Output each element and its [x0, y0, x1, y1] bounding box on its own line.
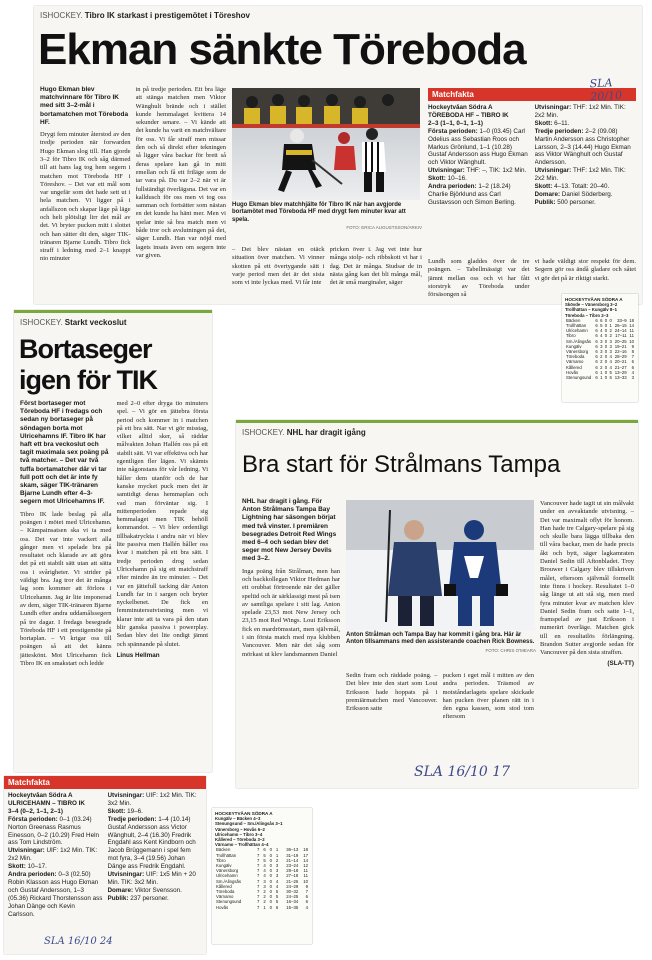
- table-cell: 31–19: [286, 852, 299, 858]
- table-cell: Trollhättan: [566, 323, 587, 329]
- headline: Bra start för Strålmans Tampa: [242, 451, 561, 478]
- table-cell: 0: [604, 317, 608, 323]
- table-cell: 0: [269, 852, 272, 858]
- table-cell: 3: [609, 349, 612, 355]
- table-cell: 0: [604, 333, 608, 339]
- lead: Först bortaseger mot Töreboda HF i fredags och sedan ny bortaseger på söndagen borta mot Ulricehamns IF. Tibro IK har haft ett bra veckoslut och tagit maximala sex poäng på två matcher. – Det var två tuffa bortamatcher där vi tar full pott och det är inte fy skam, säger TIK-tränaren Bjarne Lundh efter 4–3-segern mot Ulricehamns IF.: [20, 400, 109, 506]
- table-cell: 20–25: [614, 338, 627, 344]
- matchfakta-box-2: [4, 776, 206, 954]
- table-cell: 0: [269, 899, 272, 905]
- result-line: Värnamo – Trollhättan 4–4: [215, 842, 269, 848]
- table-cell: 7: [257, 889, 260, 895]
- table-cell: Värnamo: [566, 359, 584, 365]
- table-cell: 6: [595, 333, 598, 339]
- article-bortaseger: [14, 310, 212, 772]
- matchfakta-line: Utvisningar: THF: 1x2 Min. TIK: 2x2 Min.: [534, 167, 626, 183]
- matchfakta-title: Matchfakta: [428, 88, 636, 101]
- article-ekman-text-bottom: [232, 246, 422, 302]
- table-cell: 6: [595, 343, 598, 349]
- article-tampa-left: [242, 498, 340, 784]
- lead: Hugo Ekman blev matchvinnare för Tibro IK med sitt 3–2-mål i bortamatchen mot Töreboda HF.: [40, 86, 129, 126]
- table-cell: 6: [595, 338, 598, 344]
- matchfakta-line: Publik: 237 personer.: [107, 894, 169, 902]
- body-col-5: Lundh som gladdes över de tre poängen. – Tabellmässigt var det jämnt mellan oss och vi har fått storstryk av Töreboda under försäsongen så: [428, 258, 530, 299]
- result-line: Stenungsund – Sm./Alingsås 3–1: [215, 821, 283, 827]
- table-cell: 4: [609, 354, 612, 360]
- table-cell: 6: [595, 359, 598, 365]
- table-cell: 3: [275, 863, 279, 869]
- matchfakta-line: Publik: 500 personer.: [534, 198, 596, 206]
- table-cell: 0: [604, 364, 608, 370]
- table-cell: Sm./Alingsås: [216, 878, 242, 884]
- table-cell: 24–25: [286, 894, 299, 900]
- table-cell: 4: [275, 883, 279, 889]
- table-cell: 3: [609, 338, 612, 344]
- table-cell: Tibro: [216, 857, 226, 863]
- photo-caption: Hugo Ekman blev matchhjälte för Tibro IK när han avgjorde bortamötet med Töreboda HF med drygt fem minuter kvar att spela.: [232, 202, 406, 223]
- table-cell: 6: [600, 317, 603, 323]
- table-cell: 30–32: [286, 889, 299, 895]
- table-cell: 5: [275, 899, 279, 905]
- table-cell: 3: [275, 868, 279, 874]
- table-cell: 17: [303, 852, 308, 858]
- table-cell: 2: [275, 857, 279, 863]
- article-ekman-text-left: [40, 86, 226, 300]
- article-bortaseger-text: [20, 400, 208, 768]
- table-cell: 4: [263, 873, 266, 879]
- body-col-2: Sedin fram och räddade poäng. – Det blev inte den start som Loui Eriksson hade hoppats på i premiärmatchen med Vancouver. Eriksson satte: [346, 672, 438, 713]
- table-cell: 14: [629, 323, 634, 329]
- byline: Linus Hellman: [116, 651, 160, 659]
- table-cell: 0: [269, 868, 272, 874]
- body-col-1: Tibro IK lade beslag på alla poängen i mötet med Ulricehamn. – Kämpainsatsen ska vi ta med oss. Det var inte vackert alla gånger men vi spelade bra på resultatet och klarade av att göra det på ett stabilt sätt utan att sätta oss i svårigheter. Vi strider på väldigt bra. Jag tror det är många lag som kommer att förlora i Ulricehamn. Jag är lite imponerad av dem, säger TIK-tränaren Bjarne Lundh efter andra uddamålssegern på tre dagar. I fredags besegrade Töreboda HF i ett prestigemöte på bortaplan. – Vi krigar oss till poängen så att det känns jätteskönt. Mot Ulricehamn fick Tibro IK en smakstart och ledde: [20, 510, 112, 667]
- table-cell: Tibro: [566, 333, 576, 339]
- table-cell: 3: [631, 375, 634, 381]
- matchfakta-line: 3–4 (0–2, 1–1, 2–1): [8, 807, 63, 815]
- kicker: Tibro IK starkast i prestigemötet i Töreshov: [84, 11, 251, 20]
- table-cell: 2: [600, 364, 603, 370]
- article-ekman: [34, 6, 642, 304]
- result-line: Ulricehamn – Tibro 3–4: [215, 831, 263, 837]
- body-col-3: – Det blev nästan en otäck situation över matchen. Vi vinner skotten på ett övertygande sätt i varje period men det är det sista som vi inte lyckas med. Vi får inte: [232, 246, 325, 287]
- matchfakta-line: Skott: 19–6.: [107, 807, 143, 815]
- table-cell: 4: [600, 333, 603, 339]
- table-cell: 2: [263, 889, 266, 895]
- table-row: [565, 359, 635, 364]
- result-line: Töreboda – Tibro 2–3: [565, 312, 609, 318]
- table-cell: 19–21: [614, 343, 627, 349]
- table-cell: 21–14: [286, 857, 299, 863]
- body-col-2: med 2–0 efter dryga tio minuters spel. – Vi gör en jättebra första period och kommer in i matchen på ett bra sätt. Nar vi gör misstag, vilket alltid sker, så räddar målvakten Johan Hallén oss på ett stabilt sätt. Vi var effektiva och har egentligen fler lägen. Vi skämts inte någonstans för vår ledning. Vi håller dem utanför och de har kanske mycket puck men det är samtidigt deras hemmaplan och vad man förväntar sig. I mittenperioden repade sig hemmalaget men TIK behöll kommandot. – Vi blev ordentligt tillbakatryckta i andra när vi blev lite passiva men Hallén håller oss kvar i matchen på ett bra sätt. I tredje perioden drog sedan Ulricehamn på sig ett matchstraff efter mindre än tre minuter. – Det var en jättefull tacking där Anton Lundh far in i sargen och bryter nyckelbenet. De fick en femminutersutvisning men vi klarar inte att ta vara på den utan blir ganska passiva i powerplay. Sedan blev det lite ondigt jämnt och spännande på slutet.: [116, 400, 208, 648]
- table-cell: 0: [604, 375, 608, 381]
- table-cell: 10: [629, 338, 634, 344]
- table-row: [215, 905, 309, 910]
- table-cell: 7: [257, 878, 260, 884]
- table-cell: 13–29: [614, 369, 627, 375]
- table-cell: 3: [600, 343, 603, 349]
- table-cell: 4: [263, 863, 266, 869]
- table-cell: 14: [303, 857, 308, 863]
- kicker: Starkt veckoslut: [64, 318, 127, 327]
- table-cell: 11: [629, 328, 634, 334]
- matchfakta-line: Utvisningar: UIF: 1x2 Min. TIK: 2x2 Min.: [8, 847, 98, 863]
- section-label: ISHOCKEY.: [20, 318, 63, 327]
- matchfakta-line: Utvisningar: THF: –, TIK: 1x2 Min.: [428, 167, 527, 175]
- table-cell: 3: [263, 883, 266, 889]
- table-cell: Kungälv: [216, 863, 232, 869]
- table-cell: 17–11: [615, 333, 627, 339]
- table-cell: 9: [305, 883, 308, 889]
- table-cell: 0: [604, 354, 608, 360]
- table-cell: 10: [303, 878, 308, 884]
- table-cell: 0: [604, 343, 608, 349]
- matchfakta-box: [428, 88, 636, 300]
- lead: NHL har dragit i gång. För Anton Strålmans Tampa Bay Lightning har säsongen börjat med två vinster. I premiären besegrades Detroit Red Wings med 6–4 och sedan blev det seger mot New Jersey Devils med 3–2.: [242, 498, 337, 563]
- table-cell: Bäcken: [566, 317, 581, 323]
- table-cell: 13–33: [614, 375, 627, 381]
- table-cell: 11: [303, 873, 308, 879]
- table-cell: 0: [604, 349, 608, 355]
- table-cell: 18: [303, 847, 308, 853]
- matchfakta-line: Skott: 10–17.: [8, 863, 47, 871]
- table-cell: Ulricehamn: [566, 328, 588, 334]
- table-cell: 4: [609, 359, 612, 365]
- handwritten-date: SLA 20/10: [589, 76, 623, 104]
- table-cell: 3: [609, 343, 612, 349]
- matchfakta-line: Första perioden: 1–0 (03.45) Carl Odelius ass Sebastian Roos och Markus Grönlund, 1–1 (10.28) Gustaf Andersson ass Hugo Ekman och Viktor Wänghult.: [428, 127, 528, 167]
- table-cell: 7: [257, 873, 260, 879]
- matchfakta-line: 2–3 (1–1, 0–1, 1–1): [428, 119, 483, 127]
- table-cell: 4: [263, 868, 266, 874]
- table-rows: [215, 847, 309, 909]
- kicker: NHL har dragit igång: [286, 428, 366, 437]
- table-cell: 4: [275, 878, 279, 884]
- table-cell: 7: [257, 852, 260, 858]
- table-cell: Kungälv: [566, 343, 582, 349]
- table-cell: 7: [257, 894, 260, 900]
- table-cell: 0: [604, 369, 608, 375]
- table-cell: 9: [631, 343, 634, 349]
- table-cell: 6: [631, 359, 634, 365]
- table-cell: 7: [631, 354, 634, 360]
- table-cell: 0: [269, 847, 272, 853]
- matchfakta-line: Skott: 4–13. Totalt: 20–40.: [534, 183, 610, 191]
- table-cell: 0: [604, 338, 608, 344]
- photo-caption: Anton Strålman och Tampa Bay har kommit i gång bra. Här är Anton tillsammans med den assisterande coachen Rick Bowness.: [346, 632, 535, 646]
- table-cell: Töreboda: [566, 354, 585, 360]
- table-cell: 18: [629, 317, 634, 323]
- table-cell: 0: [269, 878, 272, 884]
- article-ekman-tagline: [40, 11, 250, 20]
- result-line: Trollhättan – Kungälv 8–1: [565, 307, 618, 313]
- table-cell: 28–18: [286, 868, 299, 874]
- table-cell: 11: [629, 333, 634, 339]
- body-col-2: in på tredje perioden. Ett bra läge att stänga matchen men Viktor Wänghult brände och i stället kunde hemmalaget kvittera 14 sekunder senare. – Vi kände att det kunde ha varit en matchvältare för oss. Vi får straff men missar den och så direkt efter tekningen så ligger våra backar för brett så deras spelare kan gå in mitt emellan och få ett friläge som de tar vara på. Du var 2–2 när vi är fullständigt överlägsna. Det var en kalldusch för oss men vi tog oss samman och fortsätter som nästan en det kunde ha hänt mer. Men vi spelar inte så bra match men vi både tror och avslutningen på det, säger Lundh. Han var nöjd med lagets insats även om segern inte var given.: [135, 86, 226, 259]
- table-cell: 6: [631, 364, 634, 370]
- table-row: [565, 333, 635, 338]
- matchfakta-line: Utvisningar: UIF: 1x2 Min. TIK: 3x2 Min.: [107, 792, 197, 807]
- headline: Ekman sänkte Töreboda: [38, 25, 526, 74]
- table-cell: 0: [269, 857, 272, 863]
- table-cell: 0: [269, 873, 272, 879]
- table-title: HOCKEYTVÅAN SÖDRA A: [565, 297, 623, 302]
- matchfakta-list: [428, 104, 530, 254]
- table-cell: 6: [263, 847, 266, 853]
- matchfakta-list: [8, 792, 103, 919]
- body-col-1: Drygt fem minuter återstod av den tredje perioden när forwarden Hugo Ekman slog till. Han gjorde 3–2 för Tibro IK och såg därmed till att hans lag tog hem segern i matchen mot Töreboda HF i Töreshov. – Det var ett mål som var ungefär som det hade sett ut i hela matchen. Vi ligger på i anfallszon och skapar läge på läge och helt plötsligt lirr det mål av det. Vi bryter pucken mitt i slottet och han sätter dit den, säger TIK-tränaren Bjarne Lundh. Tibro fick straff i ledning med 2–1 knappt nio minuter: [40, 131, 131, 263]
- table-cell: 20–21: [614, 359, 627, 365]
- table-cell: Vänersborg: [566, 349, 589, 355]
- table-cell: 5: [263, 852, 266, 858]
- table-results: [565, 302, 635, 318]
- table-cell: 2: [263, 894, 266, 900]
- section-label: ISHOCKEY.: [242, 428, 285, 437]
- matchfakta-line: Utvisningar: THF: 1x2 Min. TIK: 2x2 Min.: [534, 104, 626, 119]
- article-tampa-right: [540, 500, 634, 784]
- table-cell: 0: [609, 317, 612, 323]
- table-cell: Värnamo: [216, 894, 234, 900]
- table-cell: 12: [303, 863, 308, 869]
- section-label: ISHOCKEY.: [40, 11, 83, 20]
- table-cell: 2: [600, 354, 603, 360]
- table-cell: 6: [595, 369, 598, 375]
- table-cell: 1: [275, 852, 279, 858]
- table-title: HOCKEYTVÅAN SÖDRA A: [215, 811, 273, 816]
- table-cell: 6: [595, 328, 598, 334]
- matchfakta-line: Andra perioden: 0–3 (02.50) Robin Klasson ass Hugo Ekman och Gustaf Andersson, 1–3 (05.36) Rickard Thorstensson ass Johan Dänge och Kevin Carlsson.: [8, 871, 103, 918]
- nhl-photo: [346, 500, 534, 630]
- result-line: Kungälv – Bäcken 4–3: [215, 816, 261, 822]
- table-cell: 5: [600, 323, 603, 329]
- table-cell: 2: [263, 899, 266, 905]
- standings-table-2: [212, 808, 312, 944]
- table-cell: 6: [305, 899, 308, 905]
- table-cell: 16–34: [286, 899, 299, 905]
- table-cell: 22–16: [614, 349, 627, 355]
- table-cell: 2: [609, 328, 612, 334]
- table-cell: 6: [595, 317, 598, 323]
- table-cell: 0: [269, 863, 272, 869]
- matchfakta-line: Andra perioden: 1–2 (18.24) Charlie Björklund ass Carl Gustavsson och Simon Berling.: [428, 183, 516, 206]
- table-cell: 1: [609, 323, 612, 329]
- table-cell: 5: [609, 375, 612, 381]
- table-row: [565, 375, 635, 380]
- table-cell: Stenungsund: [216, 899, 242, 905]
- table-cell: 23–24: [286, 863, 299, 869]
- table-cell: 5: [609, 369, 612, 375]
- body-col-4: pricken över i. Jag vet inte hur många stolp- och ribbskott vi har i dag. Det är många. Studsar de in nästa gång kan det bli många mål, det är små marginaler, säger: [329, 246, 422, 287]
- matchfakta-list-cont: [535, 104, 637, 254]
- table-cell: 3: [600, 338, 603, 344]
- matchfakta-line: Domare: Daniel Söderberg.: [534, 190, 613, 198]
- table-cell: Hovås: [566, 369, 579, 375]
- result-line: Vänersborg – Hovås 6–2: [215, 826, 265, 832]
- photo-caption-block: [232, 202, 422, 232]
- table-cell: 7: [257, 883, 260, 889]
- table-cell: 6: [275, 904, 279, 910]
- table-cell: 6: [595, 349, 598, 355]
- hockey-players-illustration: [232, 88, 420, 200]
- table-cell: 0: [604, 359, 608, 365]
- table-cell: 7: [257, 857, 260, 863]
- table-cell: Hovås: [216, 904, 229, 910]
- matchfakta-line: Tredje perioden: 1–4 (10.14) Gustaf Andersson ass Victor Wänghult, 2–4 (16.30) Fredrik Engdahl ass Kent Kindborn och Jacob Brüggemann i spel fem mot fyra, 3–4 (19.56) Johan Dänge ass Fredrik Engdahl.: [107, 815, 196, 871]
- table-cell: 0: [269, 883, 272, 889]
- matchfakta-line: Domare: Viktor Svensson.: [107, 886, 182, 894]
- players-illustration: [346, 500, 534, 630]
- matchfakta-line: Skott: 6–11.: [534, 119, 570, 127]
- table-cell: 5: [275, 894, 279, 900]
- table-cell: 2: [609, 333, 612, 339]
- table-cell: 33–9: [617, 317, 627, 323]
- handwritten-date: SLA 16/10 24: [44, 936, 113, 947]
- table-rows: [565, 318, 635, 380]
- table-cell: Trollhättan: [216, 852, 237, 858]
- article-bortaseger-tagline: [20, 318, 127, 327]
- table-cell: 1: [600, 375, 603, 381]
- table-cell: 6: [595, 323, 598, 329]
- table-cell: Stenungsund: [566, 375, 592, 381]
- table-cell: 7: [257, 868, 260, 874]
- table-cell: 0: [269, 904, 272, 910]
- matchfakta-line: Utvisningar: UIF: 1x5 Min + 20 Min. TIK: 3x2 Min.: [107, 871, 196, 886]
- table-cell: 0: [604, 323, 608, 329]
- table-cell: 26–15: [614, 323, 627, 329]
- matchfakta-line: Hockeytvåan Södra A TÖREBODA HF – TIBRO IK: [428, 104, 509, 119]
- matchfakta-line: Tredje perioden: 2–2 (09.08) Martin Andersson ass Christopher Larsson, 2–3 (14.44) Hugo Ekman ass Viktor Wänghult och Gustaf Andersson.: [534, 127, 631, 167]
- table-cell: 3: [600, 349, 603, 355]
- table-cell: 0: [269, 894, 272, 900]
- table-cell: 1: [263, 904, 266, 910]
- accent-bar: [236, 420, 638, 423]
- table-cell: 7: [257, 847, 260, 853]
- matchfakta-title: Matchfakta: [4, 776, 206, 789]
- table-cell: 6: [595, 364, 598, 370]
- table-cell: 5: [275, 889, 279, 895]
- table-cell: 36–13: [286, 847, 299, 853]
- table-cell: 0: [269, 889, 272, 895]
- table-cell: 27–18: [286, 873, 299, 879]
- body-col-3: pucken i eget mål i mitten av den andra perioden. Träsmod av motståndarlagets spelare skickade han pucken över planen rätt in i den egna kassen, som stod tom eftersom: [442, 672, 534, 721]
- table-cell: 4: [305, 904, 308, 910]
- body-col-4: Vancouver hade tagit ut sin målvakt under en avvaktande utvisning. – Det var maximalt oflyt för honom. Han hade tre Calgary-spelare på sig och skulle bara lägga tillbaka den till våra backar, men de hade precis åkt och bytt, säger lagkamraten Daniel Sedin till Aftonbladet. Troy Brouwer i Calgary blev tillskriven målet, eftersom självmål formellt inte finns i hockey. Resultatet 1–0 såg länge ut att stå sig, men med fyra minuter kvar av matchen klev Daniel Sedin fram och satte 1–1, framspelad av just Eriksson i numerärt överläge. Matchen gick till en resultatlös förlängning. Brandon Sutter avgjorde sedan för Vancouver på den sista straffen.: [540, 500, 634, 657]
- table-cell: 3: [263, 878, 266, 884]
- table-cell: 24–29: [286, 883, 299, 889]
- matchfakta-list-cont: [108, 792, 203, 919]
- table-cell: 7: [257, 899, 260, 905]
- table-cell: 7: [257, 904, 260, 910]
- accent-bar: [14, 310, 212, 313]
- table-cell: 2: [600, 359, 603, 365]
- table-cell: 5: [263, 857, 266, 863]
- table-cell: 0: [604, 328, 608, 334]
- table-cell: 21–26: [286, 878, 299, 884]
- article-tampa-tagline: [242, 428, 366, 437]
- hockey-photo: [232, 88, 420, 200]
- byline: (SLA-TT): [607, 659, 634, 667]
- photo-credit: FOTO: CHRIS O'MEARA: [485, 647, 536, 653]
- table-cell: 11: [303, 868, 308, 874]
- table-cell: Ulricehamn: [216, 873, 238, 879]
- table-results: [215, 816, 309, 847]
- table-cell: 1: [600, 369, 603, 375]
- matchfakta-line: Skott: 10–16.: [428, 175, 467, 183]
- body-col-1: Inga poäng från Strålman, men han och backkollegan Viktor Hedman har ett orubbat förtroende när det gäller speltid och är särklassigt mest på isen av samtliga spelare i sitt lag. Anton spelade 23,53 mot New Jersey och 23,15 mot Red Wings. Loui Eriksson fick en mardrömsstart, men självmål, i sin första match med nya klubben Vancouver. Men när det såg som mörkast ut klev landsmannen Daniel: [242, 567, 340, 658]
- photo-caption-block: [346, 632, 536, 654]
- photo-credit: FOTO: ERICA AUGUSTSSON/ARKIV: [346, 225, 422, 231]
- table-cell: 1: [275, 847, 279, 853]
- table-cell: 7: [257, 863, 260, 869]
- result-line: Kållered – Töreboda 3–2: [215, 837, 265, 843]
- body-col-6: vi hade väldigt stor respekt för dem. Segern gör oss ändå gladare och såtet vi gör det på är riktigt starkt.: [534, 258, 636, 282]
- table-cell: 6: [595, 375, 598, 381]
- table-cell: 15–35: [286, 904, 299, 910]
- table-cell: 4: [600, 328, 603, 334]
- headline: Bortaseger igen för TIK: [19, 334, 157, 395]
- table-cell: 4: [609, 364, 612, 370]
- matchfakta-line: Hockeytvåan Södra A ULRICEHAMN – TIBRO IK: [8, 792, 85, 807]
- article-tampa: [236, 420, 638, 788]
- table-cell: 7: [305, 889, 308, 895]
- table-cell: 6: [595, 354, 598, 360]
- table-cell: 21–27: [614, 364, 627, 370]
- handwritten-date: SLA 16/10 17: [414, 764, 511, 780]
- table-cell: Vänersborg: [216, 868, 239, 874]
- table-cell: 8: [631, 349, 634, 355]
- table-cell: 28–29: [614, 354, 627, 360]
- table-cell: 4: [631, 369, 634, 375]
- table-cell: 24–14: [614, 328, 627, 334]
- matchfakta-line: Första perioden: 0–1 (03.24) Norton Greenass Rasmus Einesson, 0–2 (10.29) Fred Heln ass Tom Lindström.: [8, 815, 100, 847]
- table-cell: 6: [305, 894, 308, 900]
- standings-table-1: [562, 294, 638, 402]
- table-cell: 3: [275, 873, 279, 879]
- table-cell: Töreboda: [216, 889, 235, 895]
- table-cell: Sm./Alingsås: [566, 338, 592, 344]
- table-cell: Kållered: [216, 883, 232, 889]
- table-cell: Bäcken: [216, 847, 231, 853]
- table-cell: Kållered: [566, 364, 582, 370]
- result-line: Skövde – Vänersborg 3–2: [565, 302, 618, 308]
